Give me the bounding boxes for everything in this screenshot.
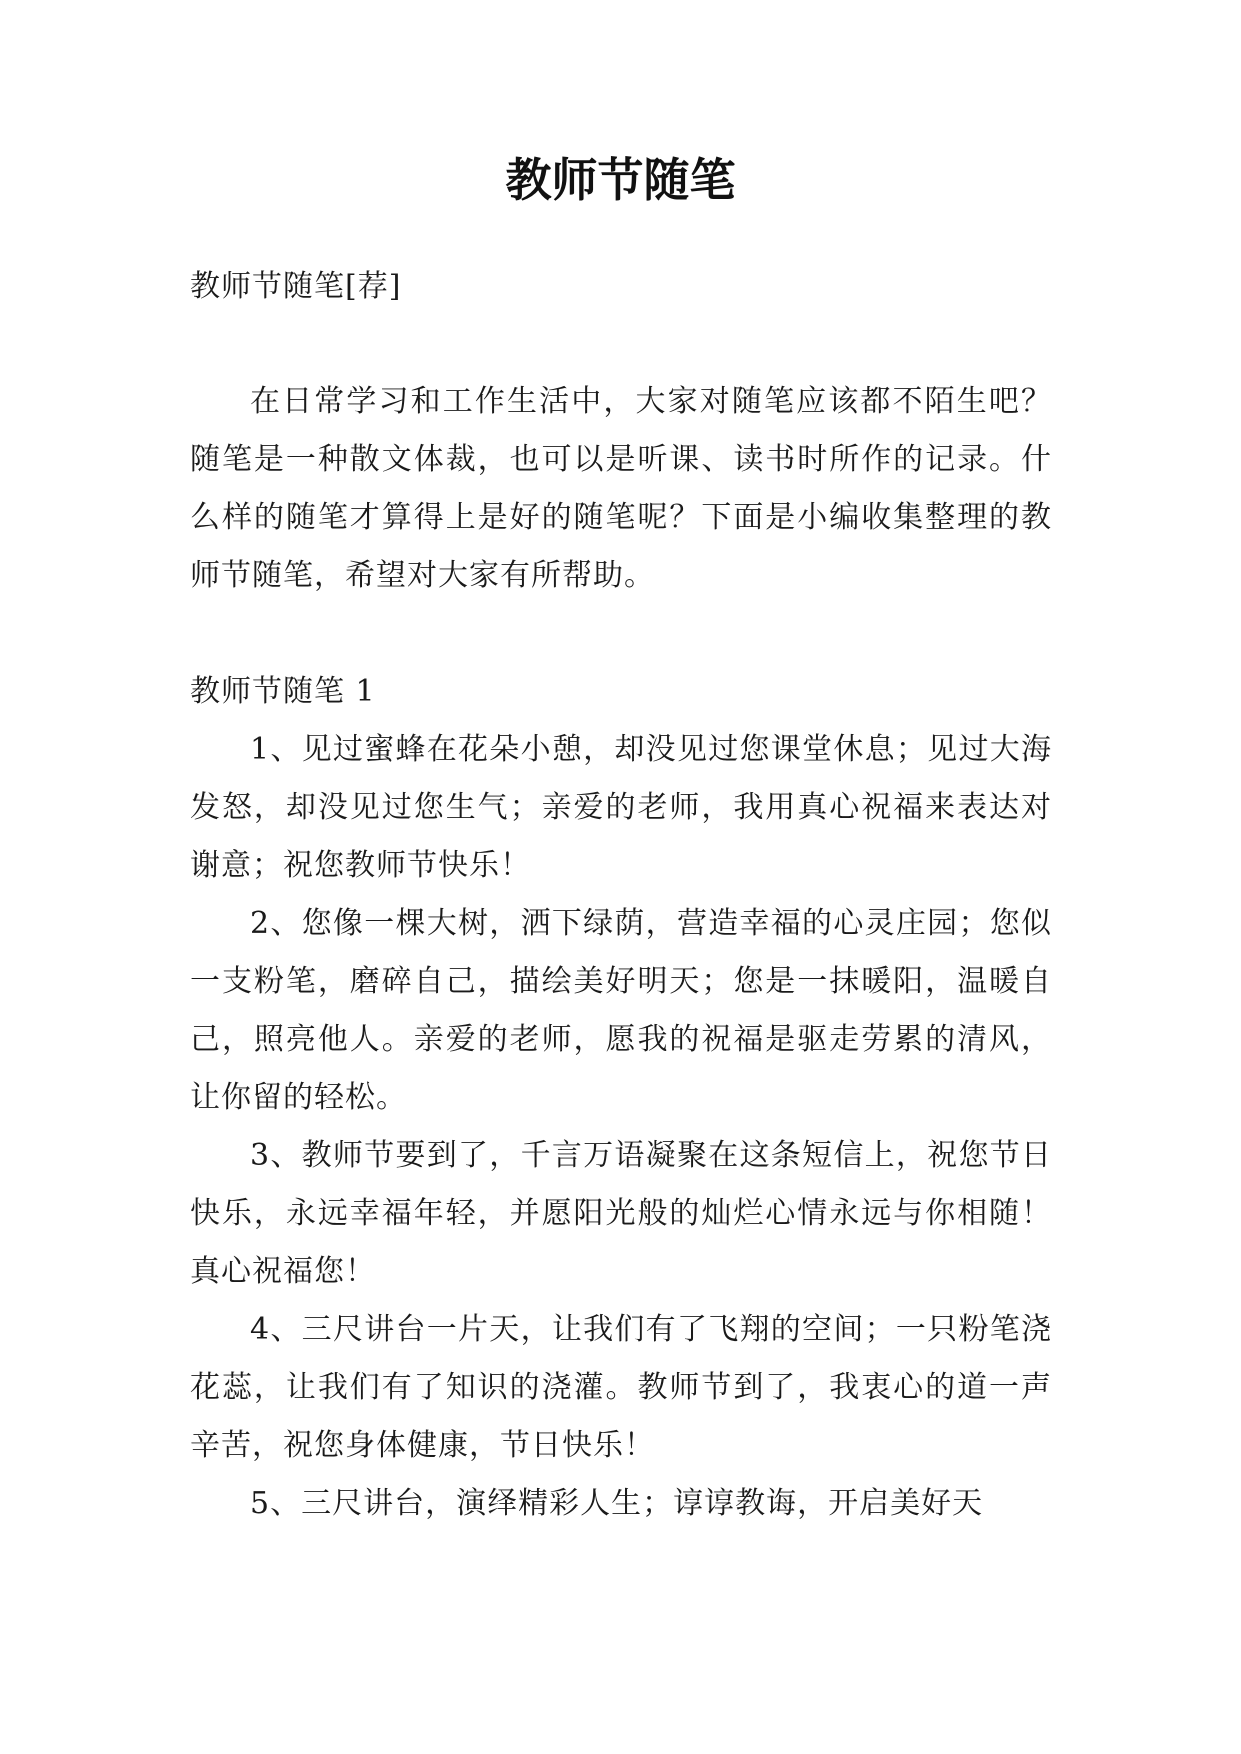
document-body [190, 258, 1052, 1533]
list-item: 2、您像一棵大树，洒下绿荫，营造幸福的心灵庄园；您似一支粉笔，磨碎自己，描绘美好明天；您是一抹暖阳，温暖自己，照亮他人。亲爱的老师，愿我的祝福是驱走劳累的清风，让你留的轻松。 [190, 906, 1052, 1115]
list-item: 3、教师节要到了，千言万语凝聚在这条短信上，祝您节日快乐，永远幸福年轻，并愿阳光般的灿烂心情永远与你相随！真心祝福您！ [190, 1138, 1052, 1289]
list-item: 1、见过蜜蜂在花朵小憩，却没见过您课堂休息；见过大海发怒，却没见过您生气；亲爱的老师，我用真心祝福来表达对谢意；祝您教师节快乐！ [190, 732, 1052, 883]
document-subtitle: 教师节随笔[荐] [190, 269, 402, 304]
list-item: 4、三尺讲台一片天，让我们有了飞翔的空间；一只粉笔浇花蕊，让我们有了知识的浇灌。教师节到了，我衷心的道一声辛苦，祝您身体健康，节日快乐！ [190, 1312, 1052, 1463]
greeting-list [190, 721, 1052, 1533]
section-heading: 教师节随笔 1 [190, 674, 376, 709]
document-title: 教师节随笔 [505, 153, 736, 207]
list-item: 5、三尺讲台，演绎精彩人生；谆谆教诲，开启美好天 [250, 1486, 984, 1521]
intro-paragraph: 在日常学习和工作生活中，大家对随笔应该都不陌生吧？随笔是一种散文体裁，也可以是听课、读书时所作的记录。什么样的随笔才算得上是好的随笔呢？下面是小编收集整理的教师节随笔，希望对大家有所帮助。 [190, 384, 1052, 593]
